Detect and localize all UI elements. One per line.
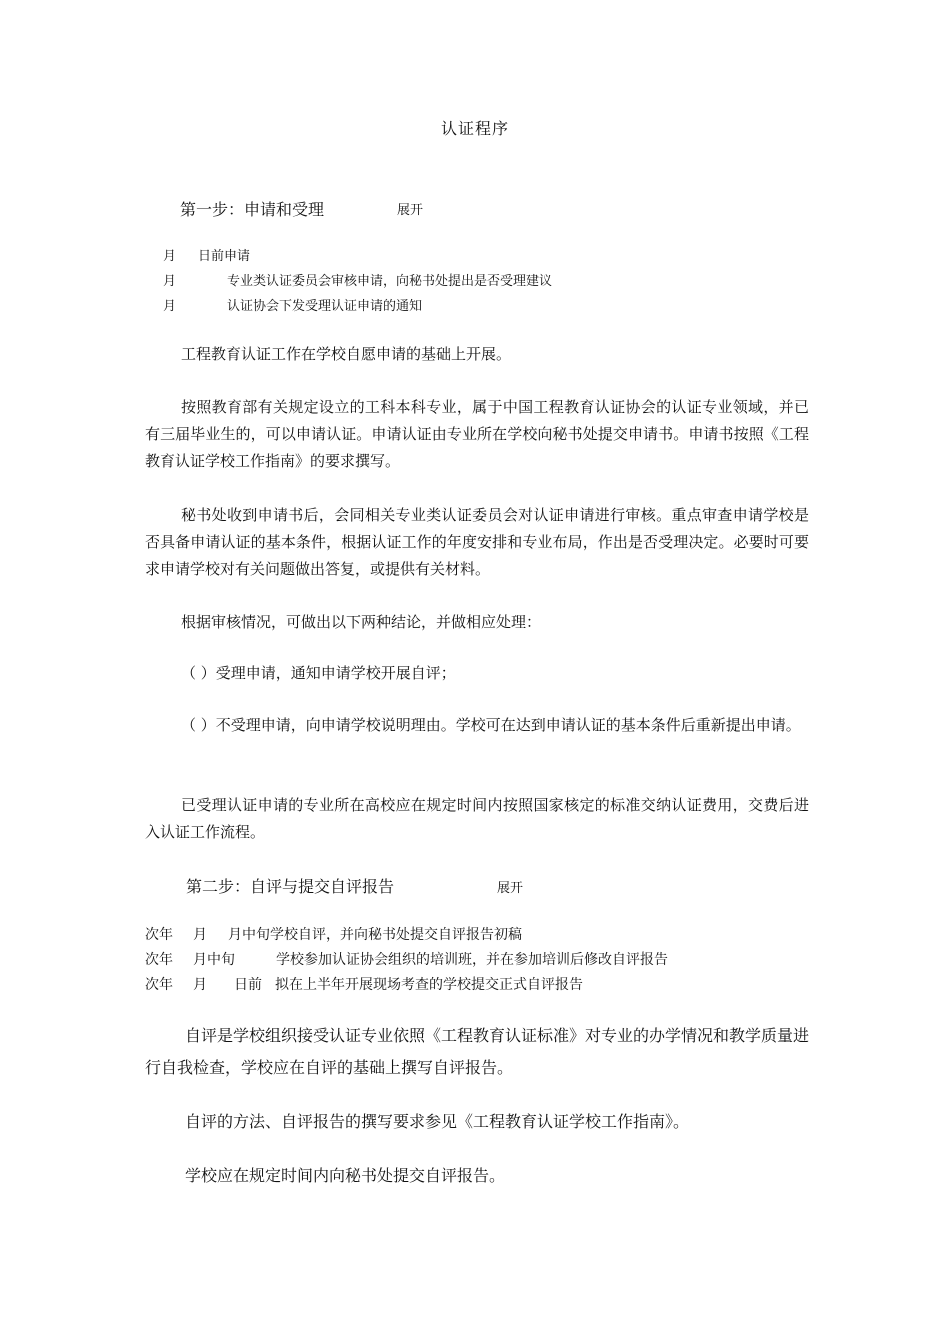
step1-paragraph-7: 已受理认证申请的专业所在高校应在规定时间内按照国家核定的标准交纳认证费用，交费后进入认证工作流程。: [145, 796, 809, 841]
step2-heading: 第二步：自评与提交自评报告: [186, 877, 395, 896]
schedule-text: 学校参加认证协会组织的培训班，并在参加培训后修改自评报告: [276, 952, 668, 968]
schedule-month: 月: [193, 977, 207, 993]
step1-paragraph-1: 工程教育认证工作在学校自愿申请的基础上开展。: [181, 345, 512, 363]
schedule-text: 拟在上半年开展现场考查的学校提交正式自评报告: [275, 977, 583, 993]
schedule-year: 次年: [145, 977, 173, 993]
schedule-day: 日前: [234, 977, 262, 993]
schedule-year: 次年: [145, 952, 173, 968]
step1-expand-link[interactable]: 展开: [397, 203, 424, 218]
step1-heading: 第一步：申请和受理: [180, 200, 325, 219]
schedule-text: 日前申请: [198, 249, 251, 264]
schedule-month: 月: [163, 249, 177, 264]
schedule-text: 专业类认证委员会审核申请，向秘书处提出是否受理建议: [227, 274, 553, 289]
step1-paragraph-6: （ ）不受理申请，向申请学校说明理由。学校可在达到申请认证的基本条件后重新提出申请。: [181, 716, 801, 734]
step2-paragraph-2: 自评的方法、自评报告的撰写要求参见《工程教育认证学校工作指南》。: [185, 1112, 690, 1131]
step1-paragraph-3: 秘书处收到申请书后，会同相关专业类认证委员会对认证申请进行审核。重点审查申请学校是否具备申请认证的基本条件，根据认证工作的年度安排和专业布局，作出是否受理决定。必要时可要求申请学校对有关问题做出答复，或提供有关材料。: [145, 506, 809, 578]
schedule-text: 认证协会下发受理认证申请的通知: [227, 299, 423, 314]
document-title: 认证程序: [440, 119, 509, 138]
step1-paragraph-2: 按照教育部有关规定设立的工科本科专业，属于中国工程教育认证协会的认证专业领域，并已有三届毕业生的，可以申请认证。申请认证由专业所在学校向秘书处提交申请书。申请书按照《工程教育认证学校工作指南》的要求撰写。: [145, 398, 809, 470]
schedule-month: 月: [193, 927, 207, 943]
step1-paragraph-5: （ ）受理申请，通知申请学校开展自评；: [181, 664, 456, 682]
schedule-month: 月: [163, 299, 177, 314]
schedule-month: 月: [163, 274, 177, 289]
step2-paragraph-3: 学校应在规定时间内向秘书处提交自评报告。: [185, 1166, 506, 1185]
schedule-month: 月中旬: [193, 952, 235, 968]
step2-paragraph-1: 自评是学校组织接受认证专业依照《工程教育认证标准》对专业的办学情况和教学质量进行自我检查，学校应在自评的基础上撰写自评报告。: [145, 1026, 810, 1077]
schedule-year: 次年: [145, 927, 173, 943]
schedule-text: 月中旬学校自评，并向秘书处提交自评报告初稿: [228, 927, 522, 943]
step1-paragraph-4: 根据审核情况，可做出以下两种结论，并做相应处理：: [181, 613, 542, 631]
step2-expand-link[interactable]: 展开: [497, 881, 524, 896]
